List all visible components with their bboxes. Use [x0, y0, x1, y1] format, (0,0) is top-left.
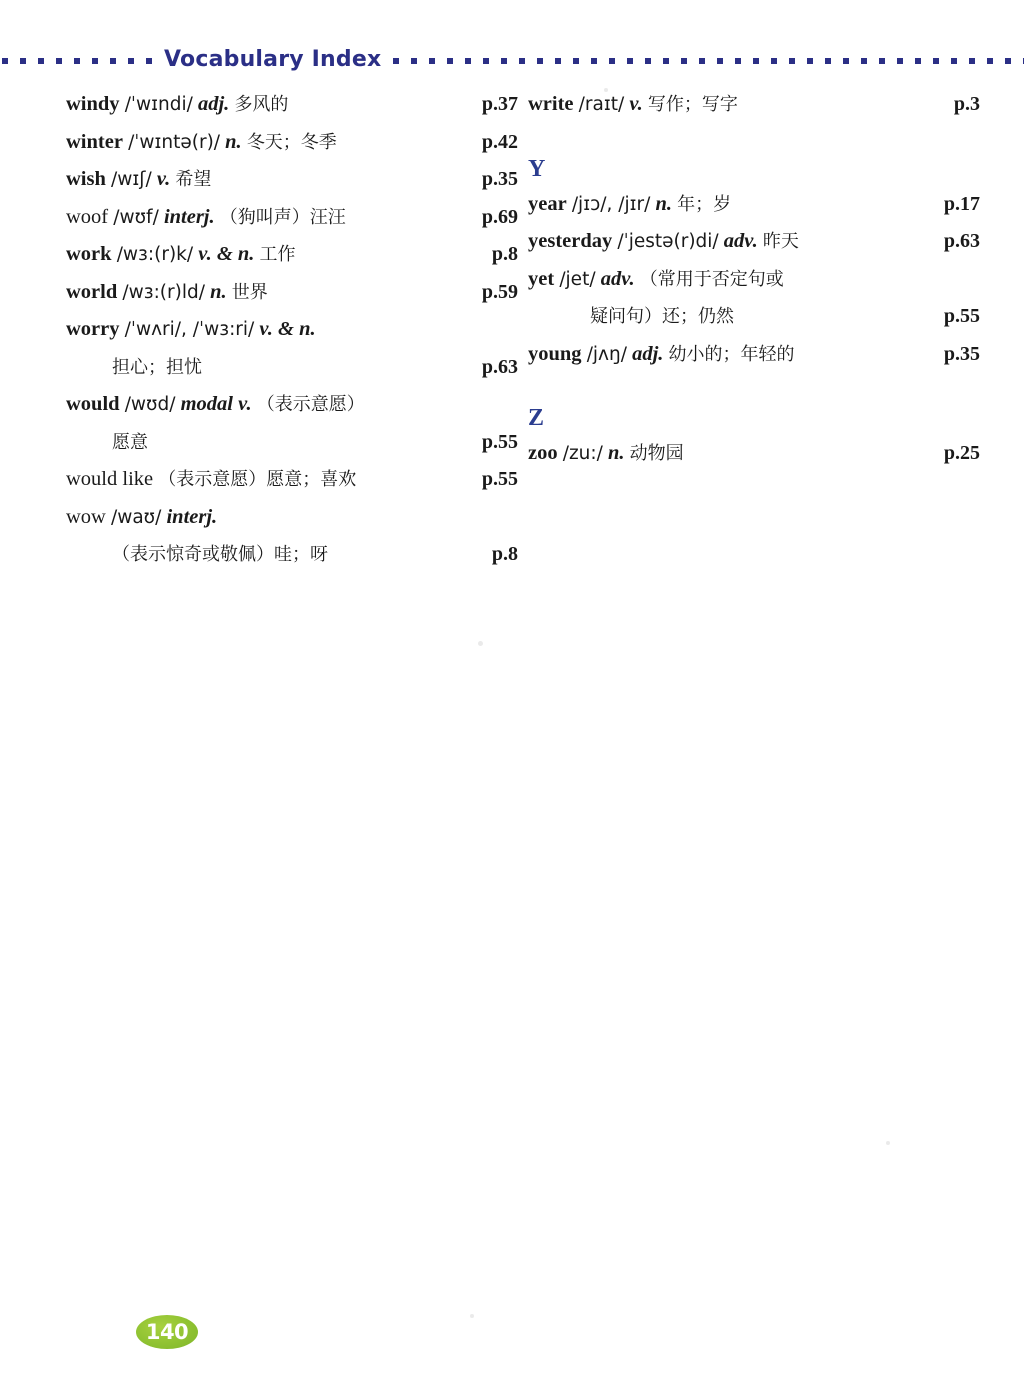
index-entry [66, 461, 518, 499]
entry-part-of-speech: v. [629, 93, 643, 115]
entry-text [66, 499, 217, 537]
entry-page-number: p.35 [943, 342, 980, 365]
header-dots-left [0, 44, 152, 76]
entry-headword: winter [66, 130, 123, 153]
entry-text [66, 236, 296, 274]
entry-gloss: （狗叫声）汪汪 [219, 206, 346, 228]
entry-page-number: p.55 [481, 468, 518, 490]
entry-gloss: 希望 [175, 169, 212, 190]
index-entry [66, 124, 518, 162]
entry-part-of-speech: n. [608, 442, 625, 464]
index-column-left [66, 86, 518, 574]
entry-text [66, 161, 211, 199]
entry-text [66, 311, 316, 349]
entry-pronunciation: /wɪʃ/ [111, 169, 152, 190]
index-entry [66, 199, 518, 237]
entry-page-number: p.17 [943, 192, 980, 215]
index-entry-continuation [66, 536, 518, 574]
index-entry [528, 261, 980, 299]
entry-part-of-speech: v. & n. [198, 243, 255, 265]
entry-part-of-speech: v. [156, 168, 171, 190]
entry-pronunciation: /ˈwɪndi/ [124, 94, 193, 115]
section-letter-y: Y [528, 155, 546, 182]
entry-text [66, 386, 365, 424]
entry-pronunciation: /waʊ/ [110, 506, 162, 528]
entry-text [66, 274, 268, 312]
entry-gloss: 冬天；冬季 [246, 131, 337, 153]
entry-gloss: 幼小的；年轻的 [668, 343, 795, 365]
entry-headword: write [528, 93, 574, 115]
entry-text [66, 86, 288, 124]
scan-speck [886, 1141, 890, 1145]
entry-part-of-speech: modal v. [180, 393, 252, 415]
index-entry [528, 435, 980, 473]
entry-gloss: （常用于否定句或 [639, 268, 784, 290]
entry-gloss [66, 536, 328, 574]
entry-headword: zoo [528, 442, 558, 464]
index-entry [66, 86, 518, 124]
entry-gloss: （表示意愿） [256, 394, 365, 415]
entry-page-number: p.55 [943, 305, 980, 327]
index-entry [66, 499, 518, 537]
entry-headword: woof [66, 205, 109, 228]
entry-text [528, 223, 799, 261]
page-number-label: 140 [145, 1320, 189, 1344]
entry-gloss: 多风的 [234, 94, 289, 115]
entry-pronunciation: /jɪɔ/, /jɪr/ [571, 193, 651, 215]
entry-part-of-speech: n. [225, 130, 242, 153]
entry-pronunciation: /wʊf/ [113, 206, 159, 228]
entry-page-number: p.55 [481, 430, 518, 453]
entry-page-number: p.37 [481, 93, 518, 115]
entry-pronunciation: /ˈjestə(r)di/ [617, 231, 719, 252]
index-entry [66, 386, 518, 424]
entry-headword: wish [66, 168, 106, 190]
entry-part-of-speech: interj. [163, 205, 215, 228]
entry-pronunciation: /wɜ:(r)ld/ [122, 281, 205, 303]
entry-pronunciation: /ˈwɪntə(r)/ [128, 131, 221, 153]
entry-page-number: p.25 [943, 442, 980, 464]
entry-page-number: p.59 [481, 280, 518, 303]
entry-gloss: 昨天 [762, 231, 799, 252]
entry-page-number: p.8 [491, 243, 518, 265]
entry-text [528, 435, 684, 473]
entry-pronunciation: /zu:/ [562, 443, 603, 464]
entry-gloss-text: 担心；担忧 [112, 356, 202, 378]
entry-part-of-speech: interj. [166, 505, 218, 528]
page-header [0, 44, 1024, 76]
entry-pronunciation: /ˈwʌri/, /ˈwɜ:ri/ [124, 319, 255, 340]
entry-page-number: p.63 [481, 355, 518, 378]
entry-part-of-speech: adv. [600, 267, 635, 290]
entry-pronunciation: /raɪt/ [578, 94, 625, 115]
entry-headword: work [66, 243, 112, 265]
entry-part-of-speech: adv. [723, 230, 758, 252]
entry-headword: yesterday [528, 230, 613, 252]
entry-gloss: 年；岁 [677, 193, 732, 215]
index-entry [528, 336, 980, 374]
entry-text [528, 86, 738, 124]
entry-part-of-speech: n. [655, 192, 672, 215]
section-gap [528, 373, 980, 401]
entry-gloss: 工作 [259, 244, 296, 265]
entry-text [528, 186, 731, 224]
header-dots-right [393, 44, 1024, 76]
entry-gloss [528, 298, 734, 336]
entry-pronunciation: /wʊd/ [124, 394, 176, 415]
index-entry-continuation [66, 349, 518, 387]
index-entry [66, 161, 518, 199]
scan-speck [470, 1314, 474, 1318]
scan-speck [604, 88, 608, 92]
entry-part-of-speech: adj. [632, 342, 664, 365]
entry-page-number: p.69 [481, 205, 518, 228]
entry-page-number: p.42 [481, 130, 518, 153]
entry-headword: would like [66, 468, 154, 490]
entry-gloss: 世界 [231, 281, 268, 303]
entry-headword: young [528, 342, 582, 365]
entry-text [528, 261, 784, 299]
scan-speck [478, 641, 483, 646]
entry-gloss: 动物园 [629, 443, 684, 464]
entry-gloss [66, 349, 202, 387]
entry-part-of-speech: v. & n. [259, 318, 316, 340]
section-gap [528, 124, 980, 152]
index-entry [528, 186, 980, 224]
entry-gloss-text: （表示惊奇或敬佩）哇；呀 [112, 544, 328, 565]
entry-part-of-speech: n. [210, 280, 227, 303]
entry-headword: worry [66, 318, 120, 340]
index-entry [66, 274, 518, 312]
index-entry [528, 86, 980, 124]
entry-gloss-text: 愿意 [112, 431, 148, 453]
index-entry [66, 236, 518, 274]
entry-headword: wow [66, 505, 106, 528]
index-entry-continuation [66, 424, 518, 462]
index-column-right [528, 86, 980, 473]
entry-text [66, 124, 337, 162]
page-number-badge [136, 1315, 198, 1349]
entry-gloss: 写作；写字 [647, 94, 738, 115]
entry-headword: world [66, 280, 118, 303]
entry-headword: windy [66, 93, 120, 115]
index-entry-continuation [528, 298, 980, 336]
entry-gloss: （表示意愿）愿意；喜欢 [158, 469, 357, 490]
entry-pronunciation: /jet/ [559, 268, 596, 290]
entry-text [66, 461, 356, 499]
entry-headword: yet [528, 267, 555, 290]
page-title: Vocabulary Index [164, 47, 382, 72]
entry-headword: would [66, 393, 120, 415]
entry-text [528, 336, 795, 374]
entry-pronunciation: /wɜ:(r)k/ [116, 244, 194, 265]
index-entry [66, 311, 518, 349]
section-letter-z: Z [528, 405, 545, 431]
entry-page-number: p.63 [943, 230, 980, 252]
entry-headword: year [528, 192, 567, 215]
entry-gloss [66, 424, 148, 462]
entry-page-number: p.8 [491, 543, 518, 565]
entry-page-number: p.35 [481, 168, 518, 190]
index-entry [528, 223, 980, 261]
entry-text [66, 199, 346, 237]
entry-part-of-speech: adj. [197, 93, 230, 115]
entry-page-number: p.3 [953, 93, 980, 115]
entry-gloss-text: 疑问句）还；仍然 [590, 306, 734, 327]
entry-pronunciation: /jʌŋ/ [586, 343, 627, 365]
